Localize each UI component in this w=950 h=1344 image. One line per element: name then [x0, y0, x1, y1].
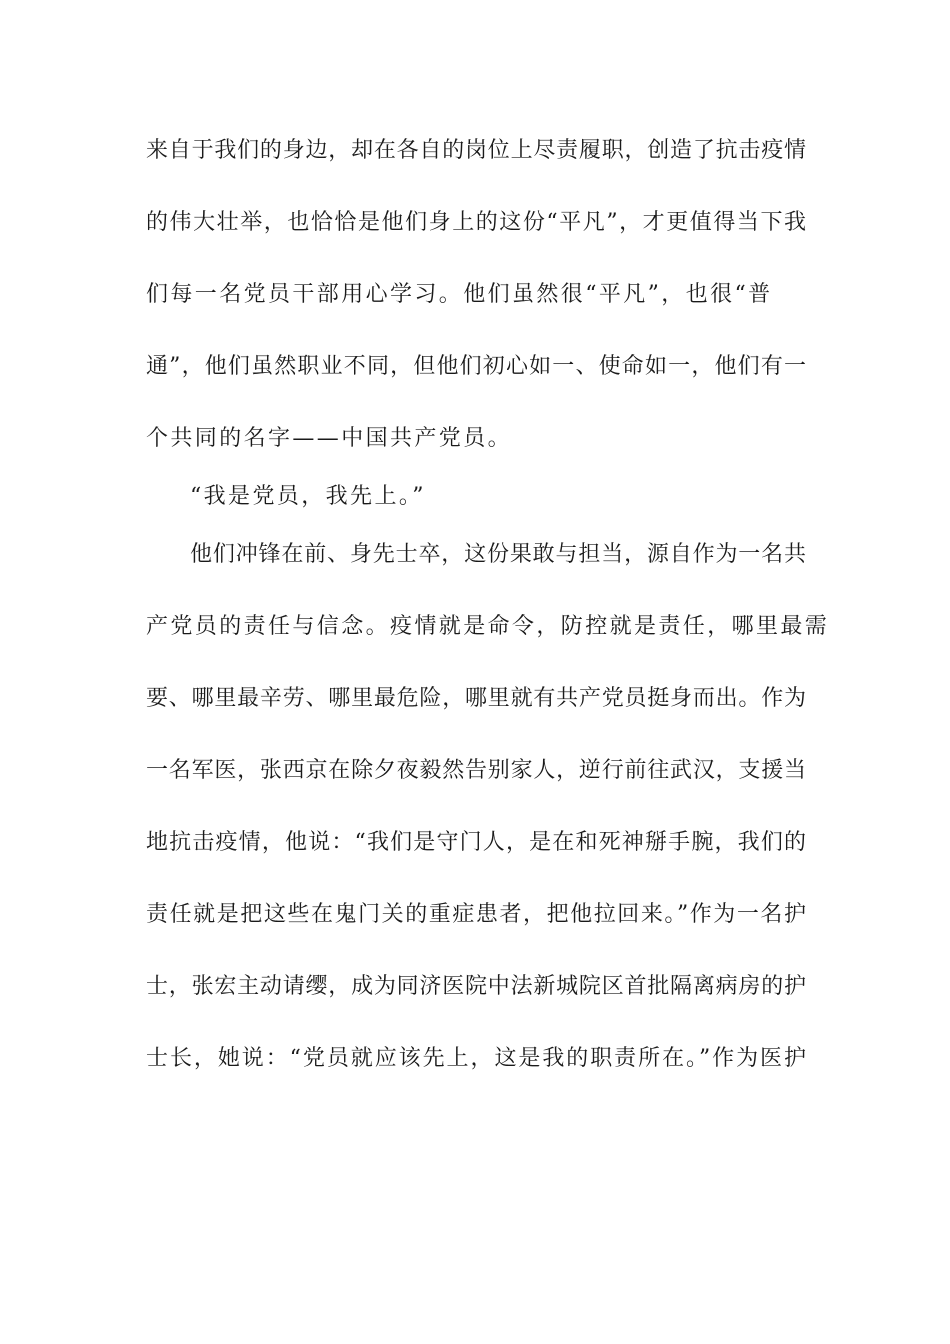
text-line: 责任就是把这些在鬼门关的重症患者，把他拉回来。”作为一名护 — [146, 902, 806, 927]
text-line: 地抗击疫情，他说：“我们是守门人，是在和死神掰手腕，我们的 — [146, 830, 806, 855]
text-line: 产党员的责任与信念。疫情就是命令，防控就是责任，哪里最需 — [146, 614, 830, 639]
quote-line: “我是党员，我先上。” — [190, 484, 426, 509]
text-line: 们每一名党员干部用心学习。他们虽然很“平凡”，也很“普 — [146, 282, 773, 307]
text-line: 通”，他们虽然职业不同，但他们初心如一、使命如一，他们有一 — [146, 354, 806, 379]
text-line: 要、哪里最辛劳、哪里最危险，哪里就有共产党员挺身而出。作为 — [146, 686, 806, 711]
text-line: 个共同的名字——中国共产党员。 — [146, 426, 513, 451]
paragraph-first-line: 他们冲锋在前、身先士卒，这份果敢与担当，源自作为一名共 — [190, 542, 806, 567]
text-line: 士，张宏主动请缨，成为同济医院中法新城院区首批隔离病房的护 — [146, 974, 806, 999]
text-line: 来自于我们的身边，却在各自的岗位上尽责履职，创造了抗击疫情 — [146, 138, 806, 163]
text-line: 的伟大壮举，也恰恰是他们身上的这份“平凡”，才更值得当下我 — [146, 210, 806, 235]
text-line: 一名军医，张西京在除夕夜毅然告别家人，逆行前往武汉，支援当 — [146, 758, 806, 783]
text-line: 士长，她说：“党员就应该先上，这是我的职责所在。”作为医护 — [146, 1046, 806, 1071]
document-body — [146, 126, 830, 1106]
